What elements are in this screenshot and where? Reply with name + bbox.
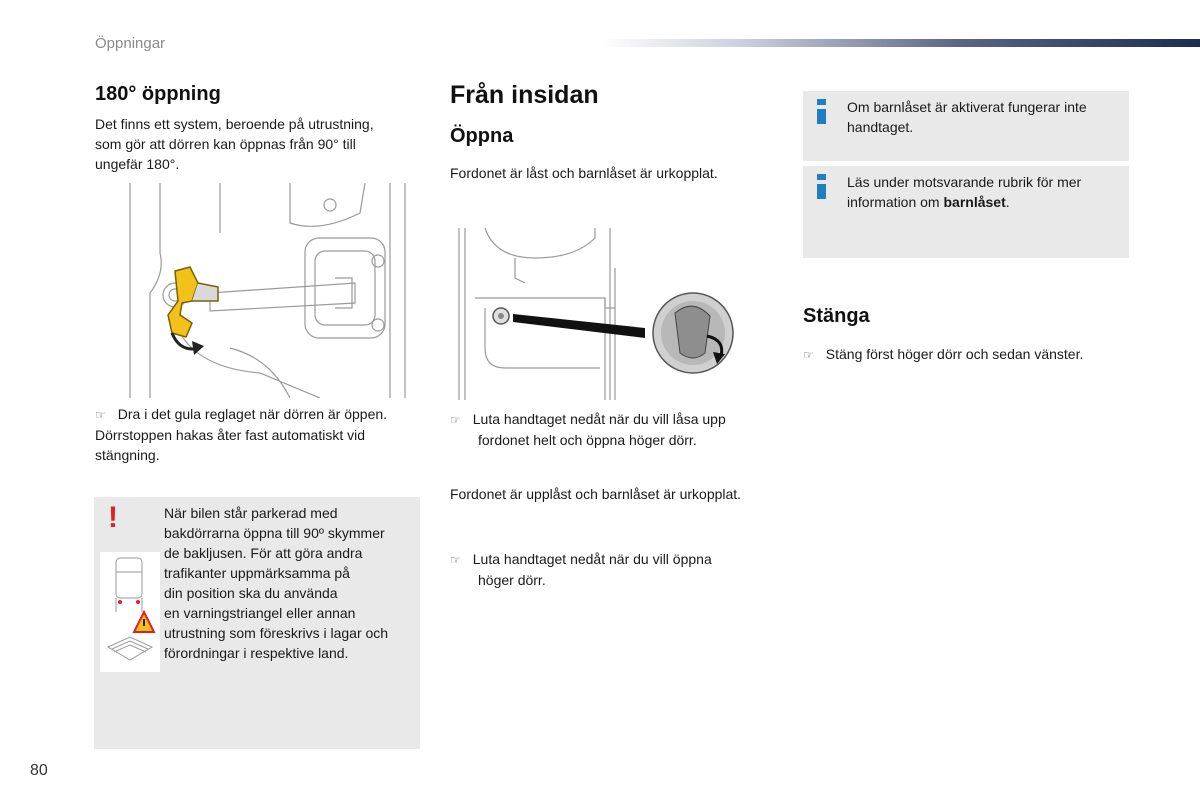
warning-line: de bakljusen. För att göra andra — [164, 545, 363, 561]
middle-bullet-2 — [450, 549, 780, 590]
heading-from-inside: Från insidan — [450, 81, 599, 109]
warning-line: en varningstriangel eller annan — [164, 605, 356, 621]
heading-180-opening: 180° öppning — [95, 83, 221, 105]
warning-text — [164, 503, 419, 663]
bullet-text: Stäng först höger dörr och sedan vänster. — [825, 346, 1084, 362]
inside-handle-illustration — [455, 228, 745, 400]
left-bullet-block — [95, 404, 425, 465]
section-title: Öppningar — [95, 35, 166, 52]
info-line: handtaget. — [847, 119, 914, 135]
warning-line: utrustning som föreskrivs i lagar och — [164, 625, 389, 641]
unlocked-text: Fordonet är upplåst och barnlåset är urkopplat. — [450, 486, 742, 502]
warning-line: förordningar i respektive land. — [164, 645, 349, 661]
heading-close: Stänga — [803, 305, 870, 327]
warning-line: När bilen står parkerad med — [164, 505, 338, 521]
info-box-child-lock — [803, 91, 1129, 161]
door-stop-illustration — [120, 183, 410, 398]
right-bullet — [803, 344, 1133, 365]
info-line: Om barnlåset är aktiverat fungerar inte — [847, 99, 1087, 115]
bullet-text: Luta handtaget nedåt när du vill öppna — [472, 551, 712, 567]
locked-text: Fordonet är låst och barnlåset är urkopplat. — [450, 165, 718, 181]
page-number: 80 — [30, 762, 48, 779]
warning-mark-icon: ! — [108, 501, 118, 534]
warning-triangle-illustration — [100, 552, 160, 672]
child-lock-term: barnlåset — [943, 194, 1006, 210]
bullet-text-line: fordonet helt och öppna höger dörr. — [478, 432, 697, 448]
info-line: Läs under motsvarande rubrik för mer — [847, 174, 1082, 190]
intro-text — [95, 114, 415, 174]
intro-line: som gör att dörren kan öppnas från 90° till — [95, 136, 356, 152]
intro-line: Det finns ett system, beroende på utrustning, — [95, 116, 374, 132]
warning-line: bakdörrarna öppna till 90º skymmer — [164, 525, 385, 541]
warning-box — [94, 497, 420, 749]
info-line: information om barnlåset. — [847, 194, 1010, 210]
heading-open: Öppna — [450, 125, 514, 147]
info-box-reference — [803, 166, 1129, 258]
hand-pointer-icon: ☞ — [95, 408, 106, 422]
intro-line: ungefär 180°. — [95, 156, 180, 172]
hand-pointer-icon: ☞ — [803, 348, 814, 362]
bullet-text: Dra i det gula reglaget när dörren är öppen. — [117, 406, 388, 422]
bullet-text: Luta handtaget nedåt när du vill låsa upp — [472, 411, 726, 427]
warning-line: trafikanter uppmärksamma på — [164, 565, 350, 581]
header-gradient-bar — [600, 39, 1200, 47]
bullet-text-line: stängning. — [95, 447, 160, 463]
hand-pointer-icon: ☞ — [450, 553, 461, 567]
bullet-text-line: höger dörr. — [478, 572, 546, 588]
bullet-text-line: Dörrstoppen hakas åter fast automatiskt vid — [95, 427, 366, 443]
hand-pointer-icon: ☞ — [450, 413, 461, 427]
warning-line: din position ska du använda — [164, 585, 338, 601]
middle-bullet-1 — [450, 409, 780, 450]
info-text — [847, 97, 1122, 137]
info-text — [847, 172, 1122, 212]
